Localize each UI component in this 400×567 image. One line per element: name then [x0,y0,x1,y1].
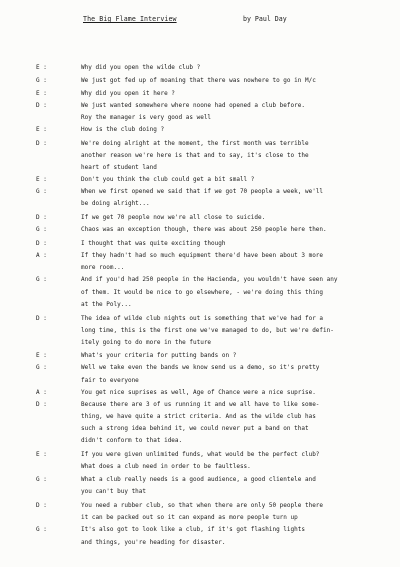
line-text: Roy the manager is very good as well [81,114,212,121]
line-text: We just got fed up of moaning that there was nowhere to go in M/c [81,77,316,84]
line-text: be doing alright... [81,200,150,207]
line-text: If they hadn't had so much equipment there'd have been about 3 more [81,252,324,259]
transcript-line [0,63,400,72]
transcript-line [0,89,400,98]
line-text: Well we take even the bands we know send us a demo, so it's pretty [81,364,320,371]
speaker-label: E : [36,64,47,71]
transcript-line [0,275,400,284]
speaker-label: D : [36,315,47,322]
speaker-label: E : [36,126,47,133]
document-title: The Big Flame Interview [83,15,177,23]
line-text: If we get 70 people now we're all close to suicide. [81,214,266,221]
line-text: and things, you're heading for disaster. [81,539,226,546]
line-text: You need a rubber club, so that when there are only 50 people there [81,502,324,509]
line-text: And if you'd had 250 people in the Hacienda, you wouldn't have seen any [81,276,338,283]
transcript-line [0,113,400,122]
transcript-line [0,462,400,471]
transcript-line [0,163,400,172]
transcript-line [0,538,400,547]
speaker-label: E : [36,451,47,458]
transcript-line [0,351,400,360]
transcript-line [0,199,400,208]
transcript-line [0,436,400,445]
transcript-line [0,450,400,459]
speaker-label: D : [36,240,47,247]
line-text: another reason we're here is that and to say, it's close to the [81,152,309,159]
speaker-label: D : [36,102,47,109]
transcript-line [0,487,400,496]
line-text: at the Poly... [81,301,132,308]
line-text: The idea of wilde club nights out is something that we've had for a [81,315,324,322]
speaker-label: G : [36,364,47,371]
transcript-line [0,151,400,160]
transcript-line [0,187,400,196]
speaker-label: E : [36,90,47,97]
line-text: heart of student land [81,164,157,171]
line-text: of them. It would be nice to go elsewhere, - we're doing this thing [81,289,324,296]
transcript-line [0,263,400,272]
speaker-label: A : [36,252,47,259]
transcript-line [0,376,400,385]
line-text: such a strong idea behind it, we could never put a band on that [81,425,309,432]
line-text: It's also got to look like a club, if it's got flashing lights [81,526,305,533]
speaker-label: G : [36,188,47,195]
transcript-line [0,525,400,534]
line-text: How is the club doing ? [81,126,165,133]
line-text: it can be packed out so it can expand as more people turn up [81,514,298,521]
speaker-label: D : [36,502,47,509]
transcript-line [0,388,400,397]
line-text: We're doing alright at the moment, the first month was terrible [81,140,309,147]
transcript-line [0,400,400,409]
line-text: If you were given unlimited funds, what would be the perfect club? [81,451,320,458]
transcript-line [0,288,400,297]
transcript-line [0,213,400,222]
transcript-line [0,314,400,323]
speaker-label: E : [36,176,47,183]
speaker-label: D : [36,140,47,147]
transcript-line [0,139,400,148]
line-text: What's your criteria for putting bands on ? [81,352,237,359]
speaker-label: G : [36,226,47,233]
transcript-line [0,239,400,248]
speaker-label: D : [36,401,47,408]
transcript-line [0,412,400,421]
speaker-label: A : [36,389,47,396]
speaker-label: G : [36,276,47,283]
transcript-line [0,501,400,510]
transcript-line [0,326,400,335]
transcript-line [0,251,400,260]
line-text: thing, we have quite a strict criteria. And as the wilde club has [81,413,316,420]
speaker-label: D : [36,214,47,221]
transcript-line [0,225,400,234]
line-text: We just wanted somewhere where noone had opened a club before. [81,102,305,109]
transcript-line [0,475,400,484]
line-text: I thought that was quite exciting though [81,240,226,247]
line-text: When we first opened we said that if we got 70 people a week, we'll [81,188,324,195]
transcript-line [0,363,400,372]
line-text: Why did you open the wilde club ? [81,64,201,71]
line-text: more room... [81,264,125,271]
line-text: Because there are 3 of us running it and we all have to like some- [81,401,320,408]
line-text: You get nice suprises as well, Age of Chance were a nice suprise. [81,389,316,396]
line-text: Chaos was an exception though, there was about 250 people here then. [81,226,327,233]
transcript-line [0,300,400,309]
line-text: What does a club need in order to be faultless. [81,463,251,470]
line-text: itely going to do more in the future [81,339,212,346]
transcript-line [0,76,400,85]
speaker-label: G : [36,476,47,483]
line-text: Don't you think the club could get a bit small ? [81,176,255,183]
transcript-line [0,513,400,522]
transcript-line [0,101,400,110]
line-text: What a club really needs is a good audience, a good clientele and [81,476,316,483]
transcript-line [0,338,400,347]
line-text: didn't conform to that idea. [81,437,183,444]
transcript-line [0,424,400,433]
line-text: Why did you open it here ? [81,90,175,97]
line-text: you can't buy that [81,488,147,495]
speaker-label: E : [36,352,47,359]
speaker-label: G : [36,77,47,84]
line-text: long time, this is the first one we've managed to do, but we're defin- [81,327,334,334]
transcript-line [0,125,400,134]
speaker-label: G : [36,526,47,533]
document-byline: by Paul Day [243,15,287,23]
transcript-line [0,175,400,184]
line-text: fair to everyone [81,377,139,384]
